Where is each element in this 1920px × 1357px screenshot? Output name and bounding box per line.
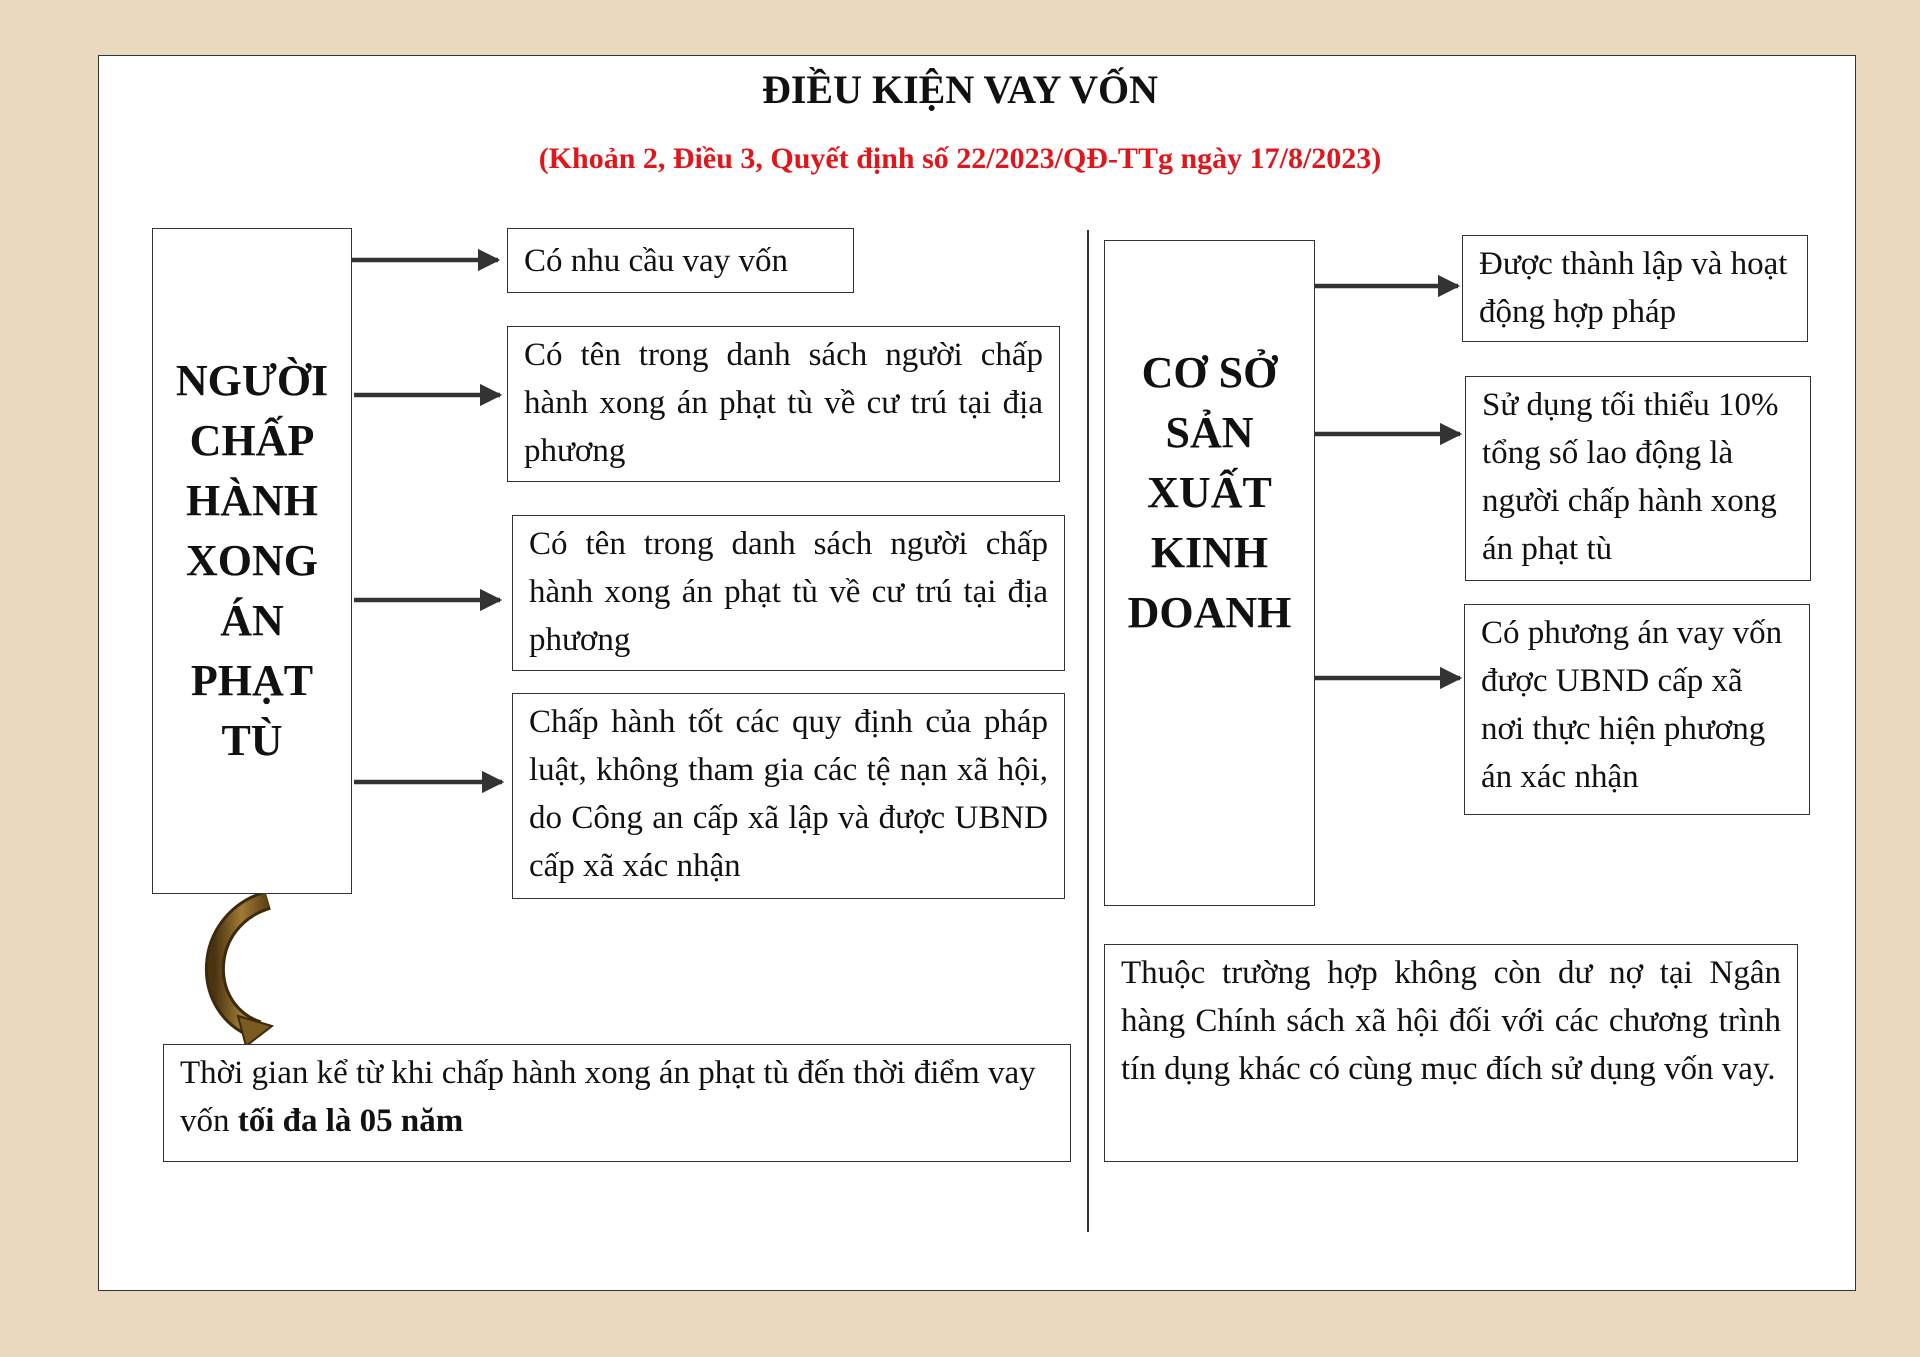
left-condition-3-box bbox=[512, 515, 1065, 671]
right-condition-1-box bbox=[1462, 235, 1808, 342]
right-condition-3-box bbox=[1464, 604, 1810, 815]
left-group-heading: NGƯỜI CHẤP HÀNH XONG ÁN PHẠT TÙ bbox=[175, 356, 329, 765]
left-condition-1-box bbox=[507, 228, 854, 293]
diagram-subtitle: (Khoản 2, Điều 3, Quyết định số 22/2023/QĐ-TTg ngày 17/8/2023) bbox=[538, 142, 1382, 175]
left-condition-2: Có tên trong danh sách người chấp hành xong án phạt tù về cư trú tại địa phương bbox=[524, 337, 1043, 469]
left-condition-2-box bbox=[507, 326, 1060, 482]
left-group-heading-box bbox=[152, 228, 352, 894]
left-condition-4-box bbox=[512, 693, 1065, 899]
extra-note: Thuộc trường hợp không còn dư nợ tại Ngân hàng Chính sách xã hội đối với các chương trình tín dụng khác có cùng mục đích sử dụng vốn vay. bbox=[1121, 955, 1781, 1087]
time-note-box bbox=[163, 1044, 1071, 1162]
right-condition-2: Sử dụng tối thiểu 10% tổng số lao động là người chấp hành xong án phạt tù bbox=[1482, 387, 1779, 567]
time-note-prefix: Thời gian kể từ khi chấp hành xong án phạt tù đến thời điểm vay vốn bbox=[180, 1055, 1036, 1139]
right-condition-1: Được thành lập và hoạt động hợp pháp bbox=[1479, 246, 1788, 330]
right-group-heading: CƠ SỞ SẢN XUẤT KINH DOANH bbox=[1127, 348, 1292, 637]
time-note-bold: tối đa là 05 năm bbox=[237, 1103, 464, 1139]
extra-note-box bbox=[1104, 944, 1798, 1162]
right-group-heading-box bbox=[1104, 240, 1315, 906]
left-condition-4: Chấp hành tốt các quy định của pháp luật, không tham gia các tệ nạn xã hội, do Công an cấp xã lập và được UBND cấp xã xác nhận bbox=[529, 704, 1048, 884]
right-condition-3: Có phương án vay vốn được UBND cấp xã nơi thực hiện phương án xác nhận bbox=[1481, 615, 1783, 795]
left-condition-3: Có tên trong danh sách người chấp hành xong án phạt tù về cư trú tại địa phương bbox=[529, 526, 1048, 658]
curved-arrow bbox=[215, 900, 272, 1046]
right-condition-2-box bbox=[1465, 376, 1811, 581]
left-condition-1: Có nhu cầu vay vốn bbox=[524, 242, 788, 279]
diagram-title: ĐIỀU KIỆN VAY VỐN bbox=[761, 67, 1159, 112]
